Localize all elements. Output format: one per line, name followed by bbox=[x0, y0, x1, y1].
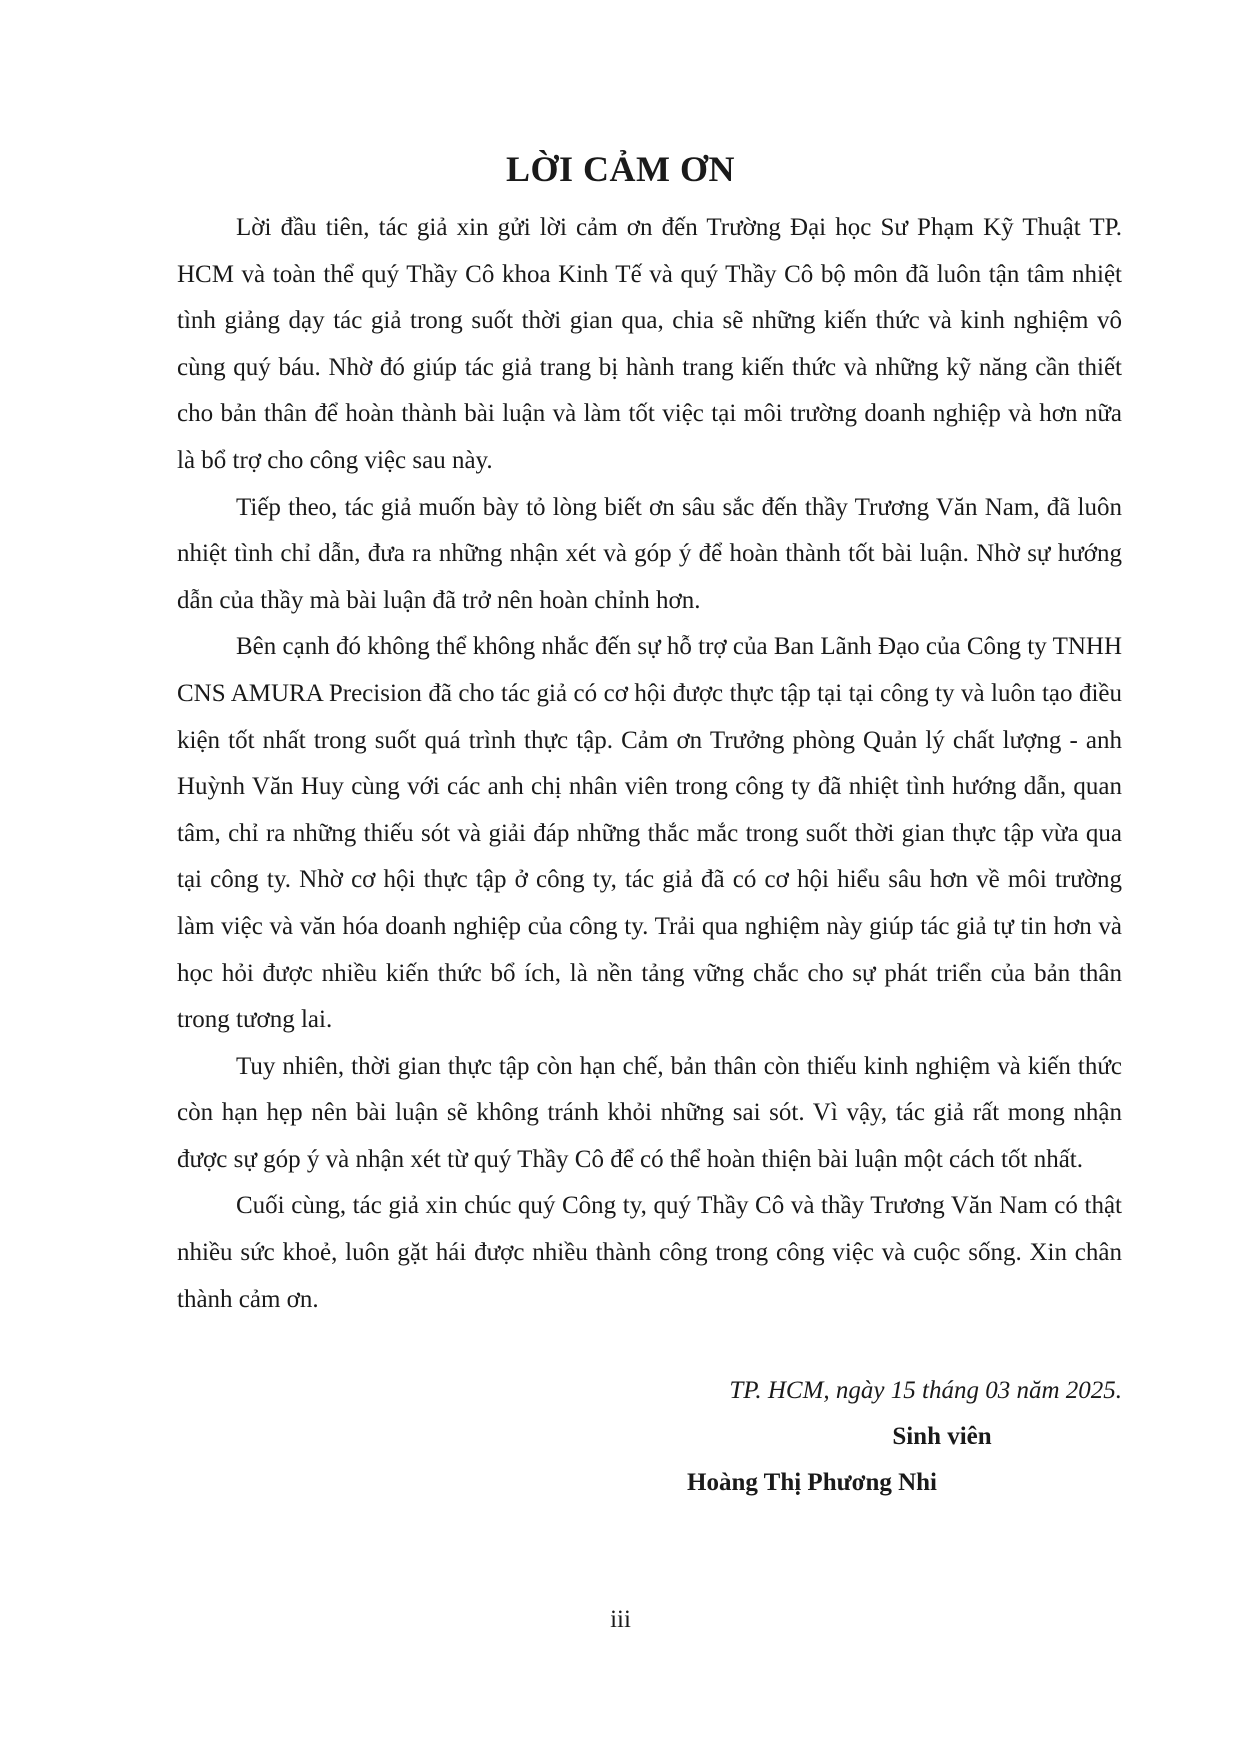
paragraph-4: Tuy nhiên, thời gian thực tập còn hạn chế, bản thân còn thiếu kinh nghiệm và kiến thức còn hạn hẹp nên bài luận sẽ không tránh khỏi những sai sót. Vì vậy, tác giả rất mong nhận được sự góp ý và nhận xét từ quý Thầy Cô để có thể hoàn thiện bài luận một cách tốt nhất. bbox=[177, 1052, 1122, 1173]
paragraph-2: Tiếp theo, tác giả muốn bày tỏ lòng biết ơn sâu sắc đến thầy Trương Văn Nam, đã luôn nhiệt tình chỉ dẫn, đưa ra những nhận xét và góp ý để hoàn thành tốt bài luận. Nhờ sự hướng dẫn của thầy mà bài luận đã trở nên hoàn chỉnh hơn. bbox=[177, 493, 1122, 614]
page-title: LỜI CẢM ƠN bbox=[506, 149, 735, 189]
acknowledgement-body bbox=[177, 205, 1122, 1323]
signature-role: Sinh viên bbox=[892, 1423, 992, 1450]
paragraph-5: Cuối cùng, tác giả xin chúc quý Công ty, quý Thầy Cô và thầy Trương Văn Nam có thật nhiều sức khoẻ, luôn gặt hái được nhiều thành công trong công việc và cuộc sống. Xin chân thành cảm ơn. bbox=[177, 1192, 1122, 1313]
signature-name: Hoàng Thị Phương Nhi bbox=[687, 1469, 937, 1496]
signature-date: TP. HCM, ngày 15 tháng 03 năm 2025. bbox=[729, 1377, 1122, 1404]
paragraph-1: Lời đầu tiên, tác giả xin gửi lời cảm ơn đến Trường Đại học Sư Phạm Kỹ Thuật TP. HCM và toàn thể quý Thầy Cô khoa Kinh Tế và quý Thầy Cô bộ môn đã luôn tận tâm nhiệt tình giảng dạy tác giả trong suốt thời gian qua, chia sẽ những kiến thức và kinh nghiệm vô cùng quý báu. Nhờ đó giúp tác giả trang bị hành trang kiến thức và những kỹ năng cần thiết cho bản thân để hoàn thành bài luận và làm tốt việc tại môi trường doanh nghiệp và hơn nữa là bổ trợ cho công việc sau này. bbox=[177, 214, 1122, 474]
paragraph-3: Bên cạnh đó không thể không nhắc đến sự hỗ trợ của Ban Lãnh Đạo của Công ty TNHH CNS AMURA Precision đã cho tác giả có cơ hội được thực tập tại tại công ty và luôn tạo điều kiện tốt nhất trong suốt quá trình thực tập. Cảm ơn Trưởng phòng Quản lý chất lượng - anh Huỳnh Văn Huy cùng với các anh chị nhân viên trong công ty đã nhiệt tình hướng dẫn, quan tâm, chỉ ra những thiếu sót và giải đáp những thắc mắc trong suốt thời gian thực tập vừa qua tại công ty. Nhờ cơ hội thực tập ở công ty, tác giả đã có cơ hội hiểu sâu hơn về môi trường làm việc và văn hóa doanh nghiệp của công ty. Trải qua nghiệm này giúp tác giả tự tin hơn và học hỏi được nhiều kiến thức bổ ích, là nền tảng vững chắc cho sự phát triển của bản thân trong tương lai. bbox=[177, 633, 1122, 1034]
page-number: iii bbox=[610, 1606, 631, 1633]
signature-block bbox=[522, 1368, 1122, 1506]
